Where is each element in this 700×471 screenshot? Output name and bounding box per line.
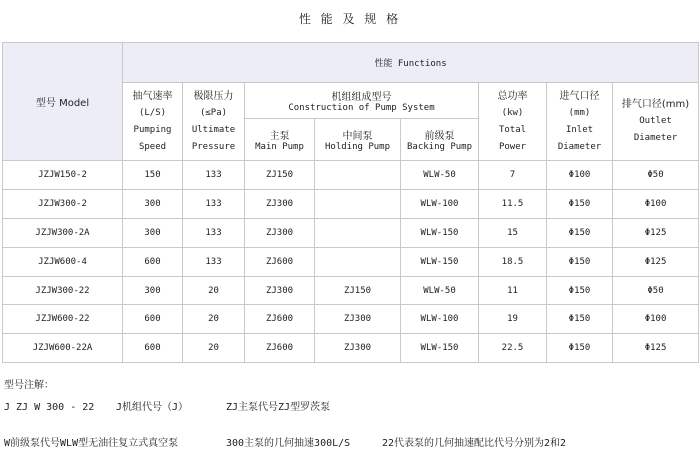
cell-speed: 150	[123, 161, 183, 190]
header-construction: 机组组成型号 Construction of Pump System	[245, 83, 479, 119]
header-speed: 抽气速率 (L/S) Pumping Speed	[123, 83, 183, 161]
table-row	[3, 161, 699, 190]
cell-power: 18.5	[479, 247, 547, 276]
spec-table	[2, 42, 699, 363]
cell-main: ZJ300	[245, 189, 315, 218]
header-model: 型号 Model	[3, 43, 123, 161]
cell-backing: WLW-150	[401, 247, 479, 276]
table-row	[3, 189, 699, 218]
cell-backing: WLW-50	[401, 276, 479, 305]
header-outlet: 排气口径(mm) Outlet Diameter	[613, 83, 699, 161]
cell-holding	[315, 218, 401, 247]
cell-inlet: Φ150	[547, 305, 613, 334]
cell-speed: 300	[123, 189, 183, 218]
cell-holding: ZJ150	[315, 276, 401, 305]
cell-outlet: Φ50	[613, 161, 699, 190]
cell-power: 7	[479, 161, 547, 190]
cell-inlet: Φ100	[547, 161, 613, 190]
cell-holding	[315, 161, 401, 190]
cell-power: 11	[479, 276, 547, 305]
header-functions: 性能 Functions	[123, 43, 699, 83]
cell-model: JZJW600-22	[3, 305, 123, 334]
cell-backing: WLW-150	[401, 218, 479, 247]
cell-outlet: Φ50	[613, 276, 699, 305]
cell-power: 11.5	[479, 189, 547, 218]
header-backing-pump: 前级泵 Backing Pump	[401, 119, 479, 161]
cell-power: 22.5	[479, 334, 547, 363]
cell-inlet: Φ150	[547, 247, 613, 276]
note-main-pump-code: ZJ主泵代号ZJ型罗茨泵	[226, 402, 331, 413]
cell-holding	[315, 189, 401, 218]
cell-model: JZJW300-2	[3, 189, 123, 218]
cell-model: JZJW300-2A	[3, 218, 123, 247]
cell-inlet: Φ150	[547, 334, 613, 363]
cell-inlet: Φ150	[547, 218, 613, 247]
header-holding-pump: 中间泵 Holding Pump	[315, 119, 401, 161]
table-row	[3, 334, 699, 363]
page-title: 性 能 及 规 格	[298, 12, 402, 26]
cell-speed: 600	[123, 334, 183, 363]
table-row	[3, 247, 699, 276]
cell-model: JZJW600-4	[3, 247, 123, 276]
cell-pressure: 20	[183, 334, 245, 363]
notes-line-1	[4, 398, 330, 413]
cell-main: ZJ150	[245, 161, 315, 190]
cell-speed: 300	[123, 218, 183, 247]
notes-line-2	[4, 434, 566, 449]
cell-backing: WLW-100	[401, 305, 479, 334]
cell-speed: 600	[123, 305, 183, 334]
cell-main: ZJ300	[245, 218, 315, 247]
note-code: J ZJ W 300 - 22	[4, 402, 95, 413]
cell-holding: ZJ300	[315, 305, 401, 334]
cell-main: ZJ600	[245, 305, 315, 334]
cell-backing: WLW-150	[401, 334, 479, 363]
cell-main: ZJ600	[245, 334, 315, 363]
cell-pressure: 133	[183, 218, 245, 247]
cell-holding: ZJ300	[315, 334, 401, 363]
header-pressure: 极限压力 (≤Pa) Ultimate Pressure	[183, 83, 245, 161]
cell-speed: 300	[123, 276, 183, 305]
note-unit-code: J机组代号（J）	[116, 402, 189, 413]
cell-main: ZJ600	[245, 247, 315, 276]
cell-outlet: Φ125	[613, 218, 699, 247]
cell-model: JZJW600-22A	[3, 334, 123, 363]
cell-inlet: Φ150	[547, 276, 613, 305]
cell-pressure: 133	[183, 189, 245, 218]
header-inlet: 进气口径 (mm) Inlet Diameter	[547, 83, 613, 161]
cell-pressure: 133	[183, 161, 245, 190]
notes-heading: 型号注解：	[4, 380, 54, 391]
cell-pressure: 133	[183, 247, 245, 276]
cell-speed: 600	[123, 247, 183, 276]
cell-outlet: Φ125	[613, 247, 699, 276]
cell-backing: WLW-100	[401, 189, 479, 218]
header-main-pump: 主泵 Main Pump	[245, 119, 315, 161]
cell-holding	[315, 247, 401, 276]
cell-model: JZJW150-2	[3, 161, 123, 190]
cell-pressure: 20	[183, 276, 245, 305]
cell-outlet: Φ100	[613, 189, 699, 218]
cell-outlet: Φ100	[613, 305, 699, 334]
cell-pressure: 20	[183, 305, 245, 334]
note-speed-code: 300主泵的几何抽速300L/S	[226, 438, 351, 449]
table-row	[3, 305, 699, 334]
cell-power: 19	[479, 305, 547, 334]
cell-power: 15	[479, 218, 547, 247]
cell-backing: WLW-50	[401, 161, 479, 190]
cell-outlet: Φ125	[613, 334, 699, 363]
header-power: 总功率 (kw) Total Power	[479, 83, 547, 161]
note-backing-pump-code: W前级泵代号WLW型无油往复立式真空泵	[4, 438, 179, 449]
table-row	[3, 218, 699, 247]
cell-inlet: Φ150	[547, 189, 613, 218]
note-ratio-code: 22代表泵的几何抽速配比代号分别为2和2	[382, 438, 567, 449]
cell-model: JZJW300-22	[3, 276, 123, 305]
cell-main: ZJ300	[245, 276, 315, 305]
table-row	[3, 276, 699, 305]
